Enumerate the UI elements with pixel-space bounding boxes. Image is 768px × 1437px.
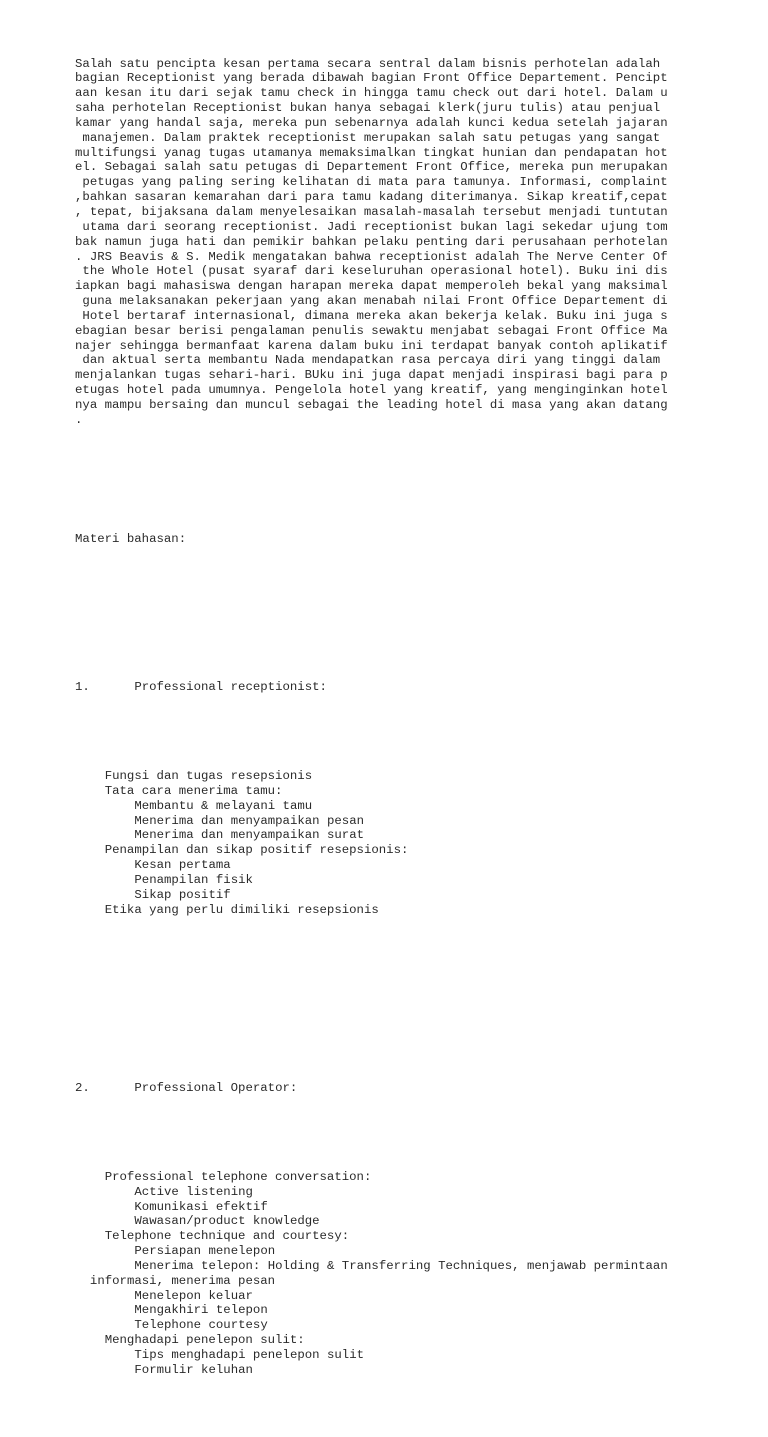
- spacer: [75, 472, 685, 487]
- spacer: [75, 1125, 685, 1140]
- section-2: [75, 1051, 685, 1407]
- outline-subtopic: Persiapan menelepon: [134, 1244, 276, 1259]
- outline-subtopic: Mengakhiri telepon: [134, 1303, 268, 1318]
- intro-line: guna melaksanakan pekerjaan yang akan menabah nilai Front Office Departement di: [75, 294, 668, 309]
- document-page: [75, 12, 685, 1437]
- outline-topic: Menghadapi penelepon sulit:: [104, 1333, 305, 1348]
- materi-heading: Materi bahasan:: [75, 531, 187, 546]
- section-2-number: 2.: [75, 1080, 90, 1095]
- intro-line: ebagian besar berisi pengalaman penulis sewaktu menjabat sebagai Front Office Ma: [75, 323, 668, 338]
- outline-subtopic: Sikap positif: [134, 887, 231, 902]
- section-1-heading: [75, 680, 685, 695]
- outline-subtopic: Telephone courtesy: [134, 1318, 268, 1333]
- spacer: [75, 725, 685, 740]
- intro-line: bagian Receptionist yang berada dibawah bagian Front Office Departement. Pencipt: [75, 71, 668, 86]
- outline-topic: Fungsi dan tugas resepsionis: [104, 769, 313, 784]
- outline-subtopic: Tips menghadapi penelepon sulit: [134, 1347, 365, 1362]
- outline-subtopic: Formulir keluhan: [134, 1362, 253, 1377]
- intro-line: aan kesan itu dari sejak tamu check in hingga tamu check out dari hotel. Dalam u: [75, 86, 668, 101]
- section-1: [75, 650, 685, 947]
- section-1-list: [75, 769, 685, 917]
- outline-subtopic: Menerima telepon: Holding & Transferring Techniques, menjawab permintaan: [134, 1258, 668, 1273]
- outline-topic: Professional telephone conversation:: [104, 1169, 372, 1184]
- outline-subtopic: Kesan pertama: [134, 858, 231, 873]
- intro-line: , tepat, bijaksana dalam menyelesaikan masalah-masalah tersebut menjadi tuntutan: [75, 204, 668, 219]
- intro-line: the Whole Hotel (pusat syaraf dari keseluruhan operasional hotel). Buku ini dis: [75, 264, 668, 279]
- intro-line: iapkan bagi mahasiswa dengan harapan mereka dapat memperoleh bekal yang maksimal: [75, 279, 668, 294]
- intro-line: .: [75, 412, 83, 427]
- section-1-number: 1.: [75, 679, 90, 694]
- section-2-title: Professional Operator:: [134, 1080, 298, 1095]
- intro-line: utama dari seorang receptionist. Jadi receptionist bukan lagi sekedar ujung tom: [75, 219, 668, 234]
- intro-line: saha perhotelan Receptionist bukan hanya sebagai klerk(juru tulis) atau penjual: [75, 101, 661, 116]
- outline-subtopic: Active listening: [134, 1184, 253, 1199]
- outline-subtopic: Komunikasi efektif: [134, 1199, 268, 1214]
- outline-topic: Etika yang perlu dimiliki resepsionis: [104, 902, 379, 917]
- outline-subtopic: Menerima dan menyampaikan surat: [134, 828, 365, 843]
- intro-line: kamar yang handal saja, mereka pun sebenarnya adalah kunci kedua setelah jajaran: [75, 115, 668, 130]
- section-1-title: Professional receptionist:: [134, 679, 327, 694]
- section-2-heading: [75, 1081, 685, 1096]
- section-2-list: [75, 1170, 685, 1378]
- intro-line: . JRS Beavis & S. Medik mengatakan bahwa receptionist adalah The Nerve Center Of: [75, 249, 668, 264]
- intro-line: petugas yang paling sering kelihatan di mata para tamunya. Informasi, complaint: [75, 175, 668, 190]
- intro-line: etugas hotel pada umumnya. Pengelola hotel yang kreatif, yang menginginkan hotel: [75, 383, 668, 398]
- outline-subtopic: Membantu & melayani tamu: [134, 798, 313, 813]
- intro-line: najer sehingga bermanfaat karena dalam buku ini terdapat banyak contoh aplikatif: [75, 338, 668, 353]
- outline-subtopic: Menerima dan menyampaikan pesan: [134, 813, 365, 828]
- intro-line: Salah satu pencipta kesan pertama secara sentral dalam bisnis perhotelan adalah: [75, 56, 661, 71]
- intro-line: dan aktual serta membantu Nada mendapatkan rasa percaya diri yang tinggi dalam: [75, 353, 661, 368]
- intro-line: nya mampu bersaing dan muncul sebagai the leading hotel di masa yang akan datang: [75, 397, 668, 412]
- intro-line: menjalankan tugas sehari-hari. BUku ini juga dapat menjadi inspirasi bagi para p: [75, 368, 668, 383]
- outline-subtopic: Penampilan fisik: [134, 872, 253, 887]
- outline-topic: Tata cara menerima tamu:: [104, 783, 283, 798]
- intro-line: bak namun juga hati dan pemikir bahkan pelaku penting dari perusahaan perhotelan: [75, 234, 668, 249]
- spacer: [75, 591, 685, 606]
- intro-line: el. Sebagai salah satu petugas di Departement Front Office, mereka pun merupakan: [75, 160, 668, 175]
- outline-subtopic: Wawasan/product knowledge: [134, 1214, 320, 1229]
- outline-topic: Telephone technique and courtesy:: [104, 1229, 350, 1244]
- outline-wrapped-line: informasi, menerima pesan: [82, 1273, 276, 1288]
- intro-line: Hotel bertaraf internasional, dimana mereka akan bekerja kelak. Buku ini juga s: [75, 308, 668, 323]
- intro-line: ,bahkan sasaran kemarahan dari para tamu kadang diterimanya. Sikap kreatif,cepat: [75, 190, 668, 205]
- outline-topic: Penampilan dan sikap positif resepsionis:: [104, 843, 409, 858]
- outline-subtopic: Menelepon keluar: [134, 1288, 253, 1303]
- intro-paragraph: [75, 57, 685, 428]
- intro-line: multifungsi yanag tugas utamanya memaksimalkan tingkat hunian dan pendapatan hot: [75, 145, 668, 160]
- intro-line: manajemen. Dalam praktek receptionist merupakan salah satu petugas yang sangat: [75, 130, 661, 145]
